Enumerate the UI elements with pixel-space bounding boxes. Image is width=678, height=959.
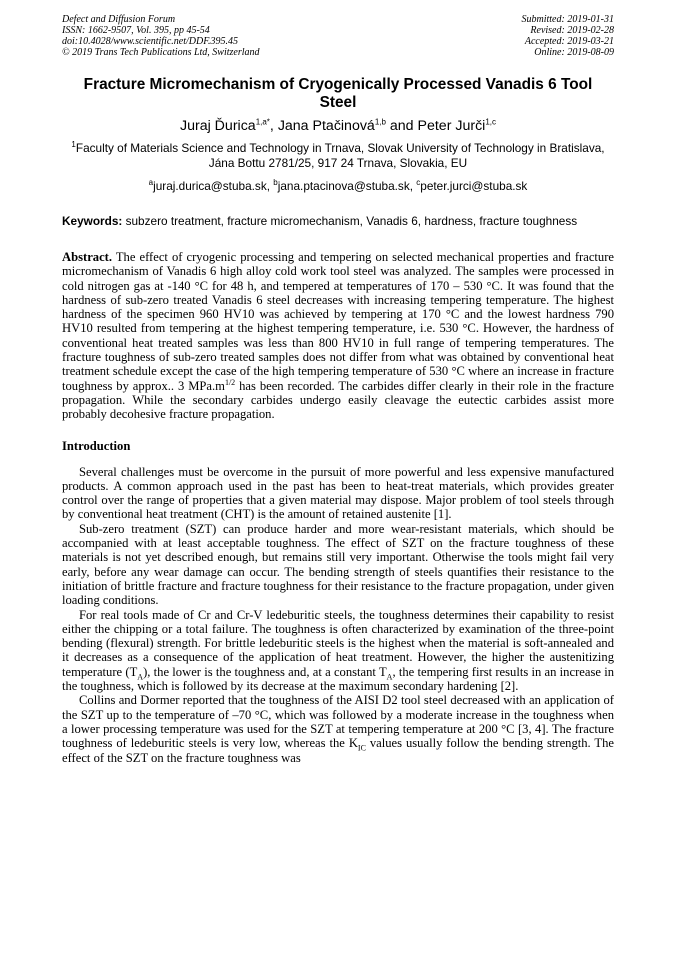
author-name: Peter Jurči bbox=[417, 118, 486, 134]
paragraph-text: , the tempering first results in an increase in the toughness, which is followed by its decrease at the maximum secondary hardening [2]. bbox=[62, 664, 614, 694]
abstract-text-continued: has been recorded. The carbides differ clearly in their role in the fracture propagation. While the secondary carbides undergo easily cleavage the eutectic carbides assist more probably decohesive fracture propagation. bbox=[62, 378, 614, 422]
author-list bbox=[62, 117, 614, 135]
journal-info bbox=[62, 14, 260, 58]
subscript: A bbox=[386, 672, 393, 682]
journal-name: Defect and Diffusion Forum bbox=[62, 14, 176, 25]
email-address: jana.ptacinova@stuba.sk, bbox=[277, 179, 417, 193]
email-address: juraj.durica@stuba.sk, bbox=[153, 179, 274, 193]
author-marker: 1,a* bbox=[255, 117, 270, 127]
paragraph-text: ), the lower is the toughness and, at a constant T bbox=[143, 664, 387, 679]
author-separator: and bbox=[385, 118, 418, 134]
affiliation-text: Faculty of Materials Science and Technology in Trnava, Slovak University of Technology in Bratislava, Jána Bottu 2781/25, 917 24 Trnava, Slovakia, EU bbox=[75, 141, 605, 170]
issn: ISSN: 1662-9507, Vol. 395, pp 45-54 bbox=[62, 25, 210, 36]
paragraph-text: values usually follow the bending strength. The effect of the SZT on the fracture toughness was bbox=[62, 736, 614, 765]
intro-paragraph-2: Sub-zero treatment (SZT) can produce harder and more wear-resistant materials, which should be accompanied with at least acceptable toughness. The effect of SZT on the fracture toughness of these materials is not yet described enough, but remains still very important. Otherwise the tools might fail very early, before any wear damage can occur. The bending strength of steels quantifies their resistance to the initiation of brittle fracture and fracture toughness for their resistance to the fracture propagation, under given loading conditions. bbox=[62, 521, 614, 608]
affiliation-marker: 1 bbox=[71, 140, 76, 150]
online-date: Online: 2019-08-09 bbox=[534, 47, 614, 58]
email-marker: c bbox=[416, 178, 421, 188]
publication-dates bbox=[522, 14, 615, 58]
affiliation bbox=[62, 141, 614, 171]
publication-header bbox=[62, 14, 614, 58]
subscript: IC bbox=[357, 743, 366, 753]
author-name: Juraj Ďurica bbox=[179, 118, 256, 134]
abstract bbox=[62, 250, 614, 422]
author-separator: , bbox=[269, 118, 278, 134]
keywords-text: subzero treatment, fracture micromechanism, Vanadis 6, hardness, fracture toughness bbox=[122, 214, 578, 228]
abstract-exponent: 1/2 bbox=[224, 377, 236, 387]
doi: doi:10.4028/www.scientific.net/DDF.395.45 bbox=[62, 36, 239, 47]
author-name: Jana Ptačinová bbox=[277, 118, 375, 134]
subscript: A bbox=[137, 672, 144, 682]
intro-paragraph-4 bbox=[62, 693, 614, 764]
intro-paragraph-3 bbox=[62, 608, 614, 694]
revised-date: Revised: 2019-02-28 bbox=[530, 25, 614, 36]
paragraph-text: For real tools made of Cr and Cr-V ledeburitic steels, the toughness determines their capability to resist either the chipping or a total failure. The toughness is often characterized by examination of the three-point bending (flexural) strength. For brittle ledeburitic steels is the highest when the material is soft-annealed and it decreases as a consequence of the application of heat treatment. However, the higher the austenitizing temperature (T bbox=[62, 607, 614, 679]
keywords bbox=[62, 214, 614, 229]
paper-page bbox=[62, 14, 614, 765]
abstract-text: The effect of cryogenic processing and tempering on selected mechanical properties and fracture micromechanism of Vanadis 6 high alloy cold work tool steel was analyzed. The samples were processed in cold nitrogen gas at -140 °C for 48 h, and tempered at temperatures of 170 – 530 °C. It was found that the hardness of sub-zero treated Vanadis 6 steel decreases with increasing tempering temperature. The highest hardness of the specimen 960 HV10 was achieved by tempering at 170 °C and the lowest hardness 790 HV10 resulted from tempering at the highest tempering temperature, i.e. 530 °C. However, the hardness of conventional heat treated samples was less than 800 HV10 in full range of tempering temperatures. The fracture toughness of sub-zero treated samples does not differ from what was obtained by conventional heat treatment schedule except the case of the high tempering temperature of 530 °C where an increase in fracture toughness by approx.. 3 MPa.m bbox=[62, 250, 614, 393]
email-marker: b bbox=[273, 178, 278, 188]
author-marker: 1,b bbox=[374, 117, 386, 127]
abstract-label: Abstract. bbox=[62, 250, 113, 264]
copyright: © 2019 Trans Tech Publications Ltd, Switzerland bbox=[62, 47, 260, 58]
email-address: peter.jurci@stuba.sk bbox=[420, 179, 528, 193]
email-marker: a bbox=[148, 178, 154, 188]
section-heading-introduction: Introduction bbox=[62, 438, 131, 453]
paper-title: Fracture Micromechanism of Cryogenically Processed Vanadis 6 Tool Steel bbox=[83, 76, 593, 111]
paragraph-text: Collins and Dormer reported that the toughness of the AISI D2 tool steel decreased with an application of the SZT up to the temperature of –70 °C, which was followed by a moderate increase in the toughness when a lower processing temperature was used for the SZT at tempering temperature at 200 °C [3, 4]. The fracture toughness of ledeburitic steels is very low, whereas the K bbox=[62, 693, 614, 751]
author-emails bbox=[62, 179, 614, 194]
keywords-label: Keywords: bbox=[62, 214, 123, 228]
author-marker: 1,c bbox=[485, 117, 496, 127]
accepted-date: Accepted: 2019-03-21 bbox=[524, 36, 614, 47]
submitted-date: Submitted: 2019-01-31 bbox=[521, 14, 614, 25]
intro-paragraph-1: Several challenges must be overcome in the pursuit of more powerful and less expensive manufactured products. A common approach used in the past has been to heat-treat materials, which provides greater control over the range of properties that a given material may dispose. Major problem of tool steels through by conventional heat treatment (CHT) is the amount of retained austenite [1]. bbox=[62, 464, 614, 522]
